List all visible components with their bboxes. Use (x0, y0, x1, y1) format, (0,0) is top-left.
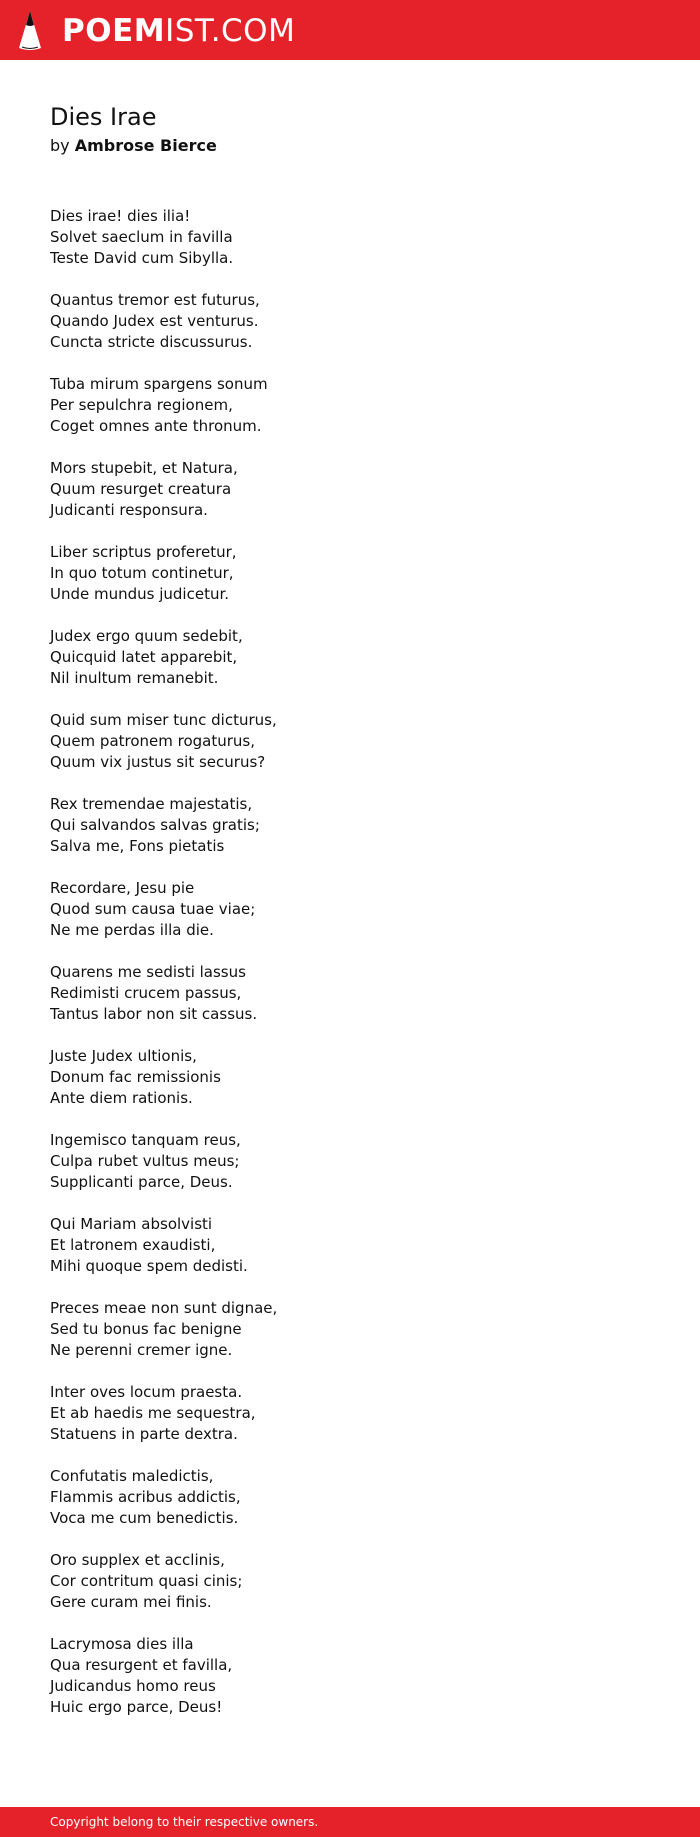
poem-line: Solvet saeclum in favilla (50, 228, 233, 246)
site-logo-link[interactable] (18, 10, 295, 52)
poem-line: Inter oves locum praesta. (50, 1383, 243, 1401)
poem-line: Ingemisco tanquam reus, (50, 1131, 241, 1149)
poem-line: Quum resurget creatura (50, 480, 232, 498)
poem-line: Quid sum miser tunc dicturus, (50, 711, 277, 729)
poem-line: Et latronem exaudisti, (50, 1236, 216, 1254)
poem-line: Qui Mariam absolvisti (50, 1215, 213, 1233)
poem-line: Judicanti responsura. (50, 501, 208, 519)
poem-line: Confutatis maledictis, (50, 1467, 214, 1485)
poem-author: Ambrose Bierce (74, 136, 217, 155)
poem-line: Statuens in parte dextra. (50, 1425, 238, 1443)
site-logo-light-text: IST.COM (165, 13, 296, 49)
poem-line: Qui salvandos salvas gratis; (50, 816, 260, 834)
poem-line: Donum fac remissionis (50, 1068, 221, 1086)
poem-stanza (50, 1214, 650, 1277)
poem-stanza (50, 458, 650, 521)
poem-line: Per sepulchra regionem, (50, 396, 233, 414)
poem-stanza (50, 1046, 650, 1109)
poem-line: Quarens me sedisti lassus (50, 963, 246, 981)
poem-line: Rex tremendae majestatis, (50, 795, 253, 813)
poem-body (50, 206, 650, 1718)
pencil-tip-icon (18, 10, 42, 52)
site-header (0, 0, 700, 60)
poem-line: Mors stupebit, et Natura, (50, 459, 238, 477)
poem-line: Nil inultum remanebit. (50, 669, 219, 687)
poem-stanza (50, 374, 650, 437)
site-logo-text (62, 14, 295, 48)
poem-stanza (50, 962, 650, 1025)
poem-stanza (50, 1550, 650, 1613)
site-logo-bold-text: POEM (62, 13, 166, 49)
site-footer (0, 1807, 700, 1837)
poem-line: Huic ergo parce, Deus! (50, 1698, 223, 1716)
poem-line: Redimisti crucem passus, (50, 984, 242, 1002)
poem-line: Coget omnes ante thronum. (50, 417, 262, 435)
poem-line: Cor contritum quasi cinis; (50, 1572, 243, 1590)
poem-line: Unde mundus judicetur. (50, 585, 230, 603)
poem-line: Gere curam mei finis. (50, 1593, 212, 1611)
poem-line: Ante diem rationis. (50, 1089, 193, 1107)
poem-line: Tantus labor non sit cassus. (50, 1005, 258, 1023)
poem-byline (50, 134, 650, 158)
poem-stanza (50, 206, 650, 269)
poem-content (50, 100, 650, 1739)
poem-line: Voca me cum benedictis. (50, 1509, 239, 1527)
poem-line: In quo totum continetur, (50, 564, 234, 582)
poem-line: Juste Judex ultionis, (50, 1047, 197, 1065)
poem-line: Quantus tremor est futurus, (50, 291, 260, 309)
poem-line: Mihi quoque spem dedisti. (50, 1257, 248, 1275)
poem-title: Dies Irae (50, 103, 157, 131)
poem-line: Quem patronem rogaturus, (50, 732, 256, 750)
poem-line: Quando Judex est venturus. (50, 312, 259, 330)
poem-line: Quod sum causa tuae viae; (50, 900, 256, 918)
poem-line: Teste David cum Sibylla. (50, 249, 234, 267)
poem-stanza (50, 542, 650, 605)
poem-stanza (50, 710, 650, 773)
poem-line: Tuba mirum spargens sonum (50, 375, 268, 393)
poem-line: Ne perenni cremer igne. (50, 1341, 233, 1359)
poem-line: Culpa rubet vultus meus; (50, 1152, 240, 1170)
poem-line: Sed tu bonus fac benigne (50, 1320, 242, 1338)
poem-line: Quum vix justus sit securus? (50, 753, 266, 771)
poem-stanza (50, 1382, 650, 1445)
poem-line: Supplicanti parce, Deus. (50, 1173, 233, 1191)
poem-stanza (50, 1130, 650, 1193)
poem-stanza (50, 626, 650, 689)
poem-line: Ne me perdas illa die. (50, 921, 214, 939)
poem-line: Judex ergo quum sedebit, (50, 627, 243, 645)
byline-label: by (50, 136, 70, 155)
poem-line: Qua resurgent et favilla, (50, 1656, 233, 1674)
poem-stanza (50, 794, 650, 857)
copyright-notice: Copyright belong to their respective owners. (50, 1815, 319, 1829)
poem-stanza (50, 1298, 650, 1361)
poem-line: Et ab haedis me sequestra, (50, 1404, 256, 1422)
poem-line: Quicquid latet apparebit, (50, 648, 238, 666)
poem-line: Lacrymosa dies illa (50, 1635, 194, 1653)
poem-line: Cuncta stricte discussurus. (50, 333, 253, 351)
poem-line: Flammis acribus addictis, (50, 1488, 241, 1506)
poem-stanza (50, 878, 650, 941)
poem-stanza (50, 290, 650, 353)
poem-line: Dies irae! dies ilia! (50, 207, 191, 225)
poem-stanza (50, 1466, 650, 1529)
poem-line: Judicandus homo reus (50, 1677, 216, 1695)
poem-line: Oro supplex et acclinis, (50, 1551, 225, 1569)
poem-line: Recordare, Jesu pie (50, 879, 195, 897)
poem-line: Salva me, Fons pietatis (50, 837, 225, 855)
poem-stanza (50, 1634, 650, 1718)
poem-line: Liber scriptus proferetur, (50, 543, 237, 561)
poem-line: Preces meae non sunt dignae, (50, 1299, 278, 1317)
